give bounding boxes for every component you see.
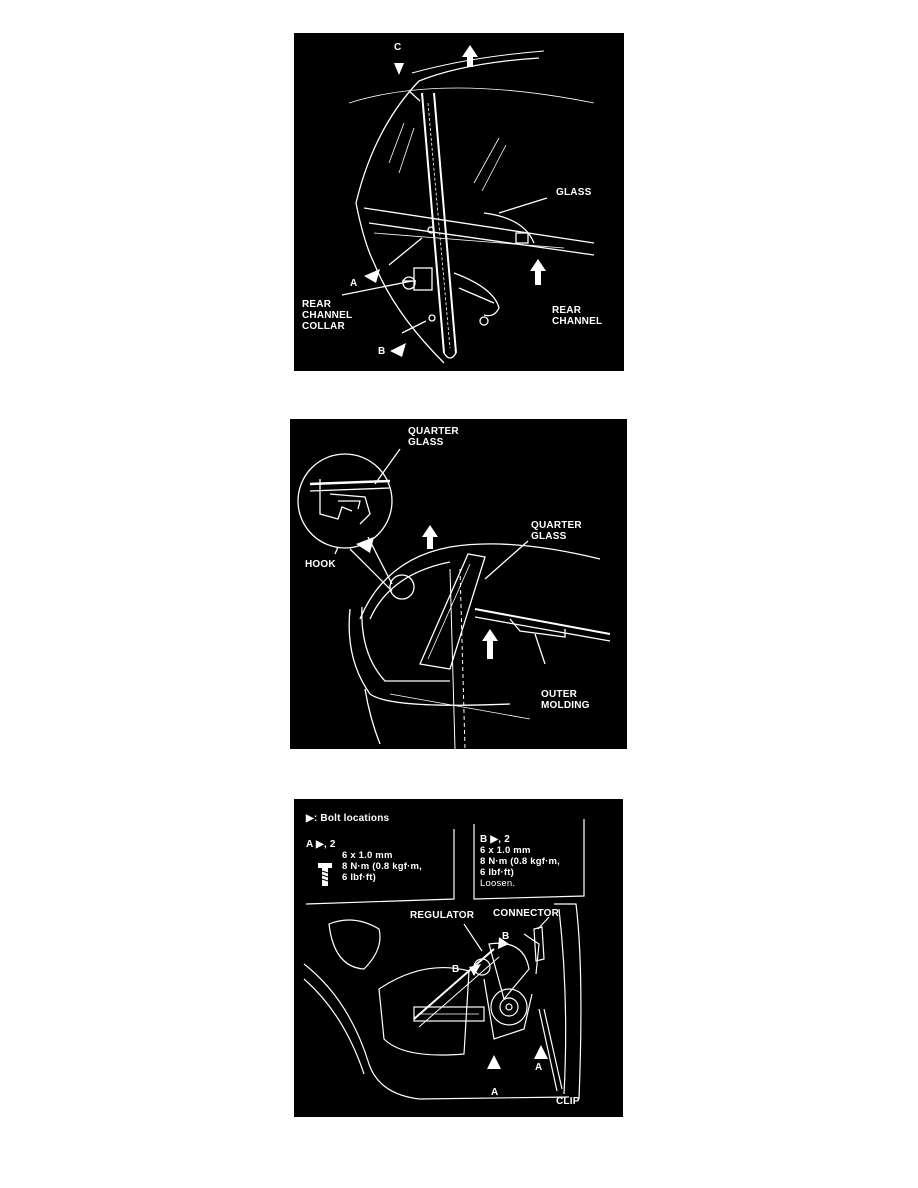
regulator-diagram bbox=[294, 799, 623, 1117]
label-outer-molding: OUTER MOLDING bbox=[541, 689, 590, 711]
label-hook: HOOK bbox=[305, 559, 336, 570]
label-quarter-glass: QUARTER GLASS bbox=[531, 520, 582, 542]
label-c: C bbox=[394, 42, 402, 53]
label-b-2: B bbox=[452, 964, 460, 975]
spec-b-title: B ▶, 2 bbox=[480, 834, 511, 845]
label-connector: CONNECTOR bbox=[493, 908, 560, 919]
label-clip: CLIP bbox=[556, 1096, 580, 1107]
rear-channel-diagram bbox=[294, 33, 624, 371]
label-b: B bbox=[378, 346, 386, 357]
spec-b-size: 6 x 1.0 mm bbox=[480, 845, 531, 856]
label-regulator: REGULATOR bbox=[410, 910, 475, 921]
spec-b-torque: 8 N·m (0.8 kgf·m, bbox=[480, 856, 560, 867]
arrow-marks bbox=[364, 45, 546, 357]
label-glass: GLASS bbox=[556, 187, 592, 198]
spec-b-note: Loosen. bbox=[480, 878, 516, 889]
label-rear-channel: REAR CHANNEL bbox=[552, 305, 603, 327]
label-rear-channel-collar: REAR CHANNEL COLLAR bbox=[302, 299, 353, 332]
spec-b-torque2: 6 lbf·ft) bbox=[480, 867, 514, 878]
label-a-1: A bbox=[491, 1087, 499, 1098]
spec-a-title: A ▶, 2 bbox=[306, 839, 336, 850]
legend-bolt-locations: ▶: Bolt locations bbox=[306, 813, 390, 824]
bolt-icon bbox=[318, 863, 332, 886]
label-b-1: B bbox=[502, 931, 510, 942]
regulator-drawing bbox=[294, 799, 623, 1117]
spec-a-torque: 8 N·m (0.8 kgf·m, bbox=[342, 861, 422, 872]
spec-a-torque2: 6 lbf·ft) bbox=[342, 872, 376, 883]
arrow-marks bbox=[356, 525, 498, 659]
spec-a-size: 6 x 1.0 mm bbox=[342, 850, 393, 861]
label-a-2: A bbox=[535, 1062, 543, 1073]
label-a: A bbox=[350, 278, 358, 289]
quarter-glass-diagram bbox=[290, 419, 627, 749]
label-quarter-glass-detail: QUARTER GLASS bbox=[408, 426, 459, 448]
